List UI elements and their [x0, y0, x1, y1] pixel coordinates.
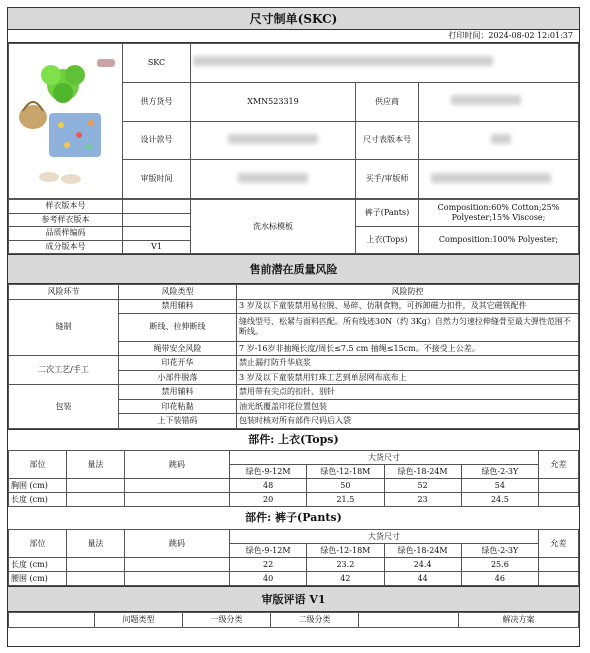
pants-col-part: 部位 [9, 530, 67, 558]
risk-stage: 缝制 [9, 299, 119, 356]
review-col-issue-type: 问题类型 [95, 613, 183, 628]
component-ver-value: V1 [123, 240, 191, 254]
pants-col-jump: 跳码 [125, 530, 230, 558]
supplier-value [419, 82, 579, 121]
risk-title: 售前潜在质量风险 [8, 254, 579, 284]
risk-header-control: 风险防控 [237, 285, 579, 300]
size-sheet [7, 7, 580, 647]
tops-col-part: 部位 [9, 451, 67, 479]
review-title: 审版评语 V1 [8, 586, 579, 612]
risk-type: 小部件脱落 [119, 370, 237, 385]
pants-value: 42 [307, 572, 384, 586]
risk-control: 包装时核对所有部件尺码后入袋 [237, 414, 579, 429]
pants-title: 部件: 裤子(Pants) [245, 511, 342, 524]
tops-value: 52 [384, 479, 461, 493]
tops-value: 23 [384, 493, 461, 507]
pants-label: 裤子(Pants) [356, 200, 419, 227]
tops-col-jump: 跳码 [125, 451, 230, 479]
design-no-value [191, 121, 356, 160]
risk-type: 禁用辅料 [119, 385, 237, 400]
tops-title: 部件: 上衣(Tops) [8, 429, 579, 450]
qc-code-label: 品质样编码 [9, 227, 123, 241]
risk-control: 3 岁及以下童装禁用钉珠工艺到单层网布底布上 [237, 370, 579, 385]
skc-value [191, 44, 579, 83]
tops-value: 54 [461, 479, 538, 493]
wash-label: 洗水标模板 [191, 200, 356, 254]
pants-value: 22 [230, 558, 307, 572]
pants-part: 长度 (cm) [9, 558, 67, 572]
tops-size: 绿色-18-24M [384, 465, 461, 479]
tops-size: 绿色-9-12M [230, 465, 307, 479]
product-image [9, 44, 123, 199]
pants-col-tolerance: 允差 [539, 530, 579, 558]
tops-value: 20 [230, 493, 307, 507]
supplier-no-label: 供方货号 [123, 82, 191, 121]
risk-stage: 包装 [9, 385, 119, 429]
pants-value: 25.6 [461, 558, 538, 572]
pants-value: 24.4 [384, 558, 461, 572]
pants-value: 44 [384, 572, 461, 586]
tops-part: 长度 (cm) [9, 493, 67, 507]
review-time-value [191, 160, 356, 199]
pants-value: 46 [461, 572, 538, 586]
tops-col-method: 量法 [67, 451, 125, 479]
tops-part: 胸围 (cm) [9, 479, 67, 493]
risk-control: 7 岁-16岁非抽绳长度/周长≤7.5 cm 抽绳≤15cm。不接受上公差。 [237, 341, 579, 356]
size-ver-label: 尺寸表版本号 [356, 121, 419, 160]
risk-control: 缝线型号、松紧与面料匹配。所有线迹30N（约 3Kg）自然力匀速拉伸缝骨至最大弹性范围不断线。 [237, 314, 579, 342]
page-title: 尺寸制单(SKC) [8, 8, 579, 30]
risk-type: 印花开华 [119, 356, 237, 371]
review-col-level1: 一级分类 [183, 613, 271, 628]
tops-size: 绿色-2-3Y [461, 465, 538, 479]
tops-label: 上衣(Tops) [356, 227, 419, 254]
header-table [8, 43, 579, 199]
risk-type: 断线、拉伸断线 [119, 314, 237, 342]
versions-table [8, 199, 579, 254]
product-photo-icon [9, 45, 121, 195]
supplier-no-value: XMN523319 [191, 82, 356, 121]
tops-col-bulk: 大货尺寸 [230, 451, 539, 465]
risk-control: 禁用带有尖点的扣针、别针 [237, 385, 579, 400]
tops-size: 绿色-12-18M [307, 465, 384, 479]
sample-ver-label: 样衣版本号 [9, 200, 123, 214]
risk-table [8, 284, 579, 429]
risk-control: 禁止漏打防升华底浆 [237, 356, 579, 371]
review-table [8, 612, 579, 628]
risk-type: 禁用辅料 [119, 299, 237, 314]
buyer-label: 买手/审版师 [356, 160, 419, 199]
pants-table [8, 529, 579, 586]
risk-header-stage: 风险环节 [9, 285, 119, 300]
pants-size: 绿色-2-3Y [461, 544, 538, 558]
pants-value: 23.2 [307, 558, 384, 572]
risk-stage: 二次工艺/手工 [9, 356, 119, 385]
tops-value: 24.5 [461, 493, 538, 507]
pants-col-method: 量法 [67, 530, 125, 558]
pants-part: 腰围 (cm) [9, 572, 67, 586]
pants-size: 绿色-9-12M [230, 544, 307, 558]
tops-value: 21.5 [307, 493, 384, 507]
buyer-value [419, 160, 579, 199]
tops-col-tolerance: 允差 [539, 451, 579, 479]
review-time-label: 审版时间 [123, 160, 191, 199]
tops-composition: Composition:100% Polyester; [419, 227, 579, 254]
pants-size: 绿色-12-18M [307, 544, 384, 558]
pants-size: 绿色-18-24M [384, 544, 461, 558]
risk-control: 3 岁及以下童装禁用易拉脱、易碎、仿制食物，可拆卸磁力扣件，及其它磁铁配件 [237, 299, 579, 314]
review-col-solution: 解决方案 [459, 613, 579, 628]
risk-control: 油光纸覆盖印花位置包装 [237, 399, 579, 414]
supplier-label: 供应商 [356, 82, 419, 121]
review-col-level2: 二级分类 [271, 613, 359, 628]
print-time: 打印时间：2024-08-02 12:01:37 [8, 30, 579, 43]
tops-table [8, 450, 579, 507]
tops-value: 50 [307, 479, 384, 493]
pants-value: 40 [230, 572, 307, 586]
pants-composition: Composition:60% Cotton;25% Polyester;15% Viscose; [419, 200, 579, 227]
ref-sample-ver-label: 参考样衣版本 [9, 213, 123, 227]
risk-type: 印花粘黏 [119, 399, 237, 414]
risk-type: 上下装错码 [119, 414, 237, 429]
pants-col-bulk: 大货尺寸 [230, 530, 539, 544]
component-ver-label: 成分版本号 [9, 240, 123, 254]
risk-type: 绳带安全风险 [119, 341, 237, 356]
design-no-label: 设计款号 [123, 121, 191, 160]
risk-header-type: 风险类型 [119, 285, 237, 300]
skc-label: SKC [123, 44, 191, 83]
size-ver-value [419, 121, 579, 160]
tops-value: 48 [230, 479, 307, 493]
